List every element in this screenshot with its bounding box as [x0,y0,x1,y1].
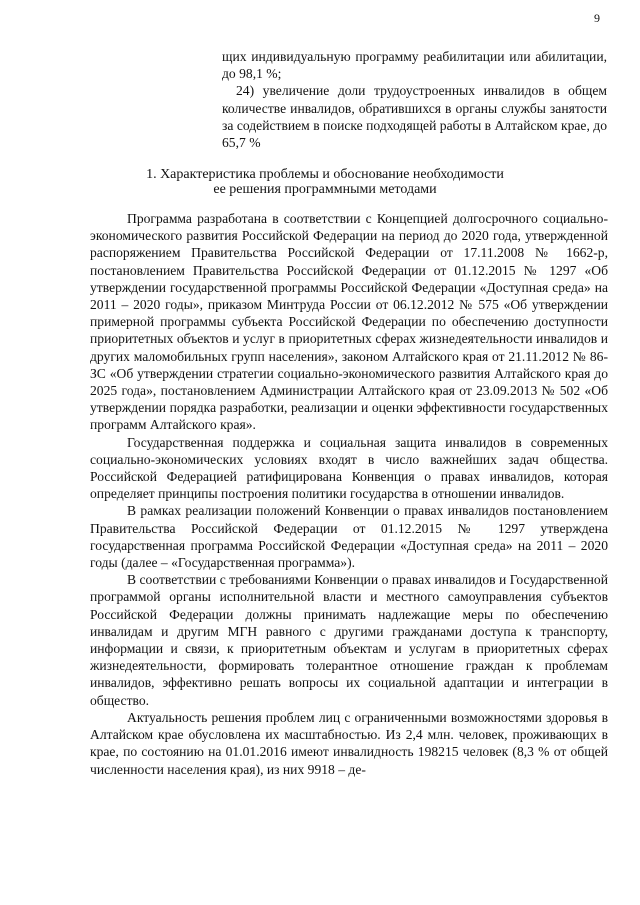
page-number: 9 [594,11,600,25]
paragraph-5: Актуальность решения проблем лиц с ограниченными возможностями здоровья в Алтайском крае обусловлена их масштабностью. Из 2,4 млн. человек, проживающих в крае, по состоянию на 01.01.2016 имеют инвалидность 198215 человек (8,3 % от общей численности населения края), из них 9918 – де- [90,709,608,777]
paragraph-3: В рамках реализации положений Конвенции о правах инвалидов постановлением Правительства Российской Федерации от 01.12.2015 № 1297 утверждена государственная программа Российской Федерации «Доступная среда» на 2011 – 2020 годы (далее – «Государственная программа»). [90,503,608,571]
paragraph-4: В соответствии с требованиями Конвенции о правах инвалидов и Государственной программой органы исполнительной власти и местного самоуправления субъектов Российской Федерации должны принимать надлежащие меры по обеспечению инвалидам и другим МГН равного с другими гражданами доступа к транспорту, информации и связи, к приоритетным объектам и услугам в приоритетных сферах жизнедеятельности, формировать толерантное отношение граждан к проблемам инвалидов, эффективно решать вопросы их социальной адаптации и интеграции в общество. [90,572,608,708]
body-text [90,210,608,778]
paragraph-2: Государственная поддержка и социальная защита инвалидов в современных социально-экономических условиях входят в число важнейших задач общества. Российской Федерацией ратифицирована Конвенция о правах инвалидов, которая определяет принципы построения политики государства в отношении инвалидов. [90,434,608,502]
section-title-line-1: 1. Характеристика проблемы и обоснование необходимости [146,167,504,182]
paragraph-1: Программа разработана в соответствии с Концепцией долгосрочного социально-экономического развития Российской Федерации на период до 2020 года, утвержденной распоряжением Правительства Российской Федерации от 17.11.2008 № 1662-р, постановлением Правительства Российской Федерации от 01.12.2015 № 1297 «Об утверждении государственной программы Российской Федерации «Доступная среда» на 2011 – 2020 годы», приказом Минтруда России от 06.12.2012 № 575 «Об утверждении примерной программы субъекта Российской Федерации по обеспечению доступности приоритетных объектов и услуг в приоритетных сферах жизнедеятельности инвалидов и других маломобильных групп населения», законом Алтайского края от 21.11.2012 № 86-ЗС «Об утверждении стратегии социально-экономического развития Алтайского края до 2025 года», постановлением Администрации Алтайского края от 23.09.2013 № 502 «Об утверждении порядка разработки, реализации и оценки эффективности государственных программ Алтайского края». [90,211,608,433]
list-continuation [222,48,607,151]
section-title-line-2: ее решения программными методами [213,182,437,197]
list-item-24: 24) увеличение доли трудоустроенных инвалидов в общем количестве инвалидов, обратившихся в органы службы занятости за содействием в поиске подходящей работы в Алтайском крае, до 65,7 % [222,83,607,151]
section-title [90,167,560,197]
list-item-continuation: щих индивидуальную программу реабилитации или абилитации, до 98,1 %; [222,49,607,82]
